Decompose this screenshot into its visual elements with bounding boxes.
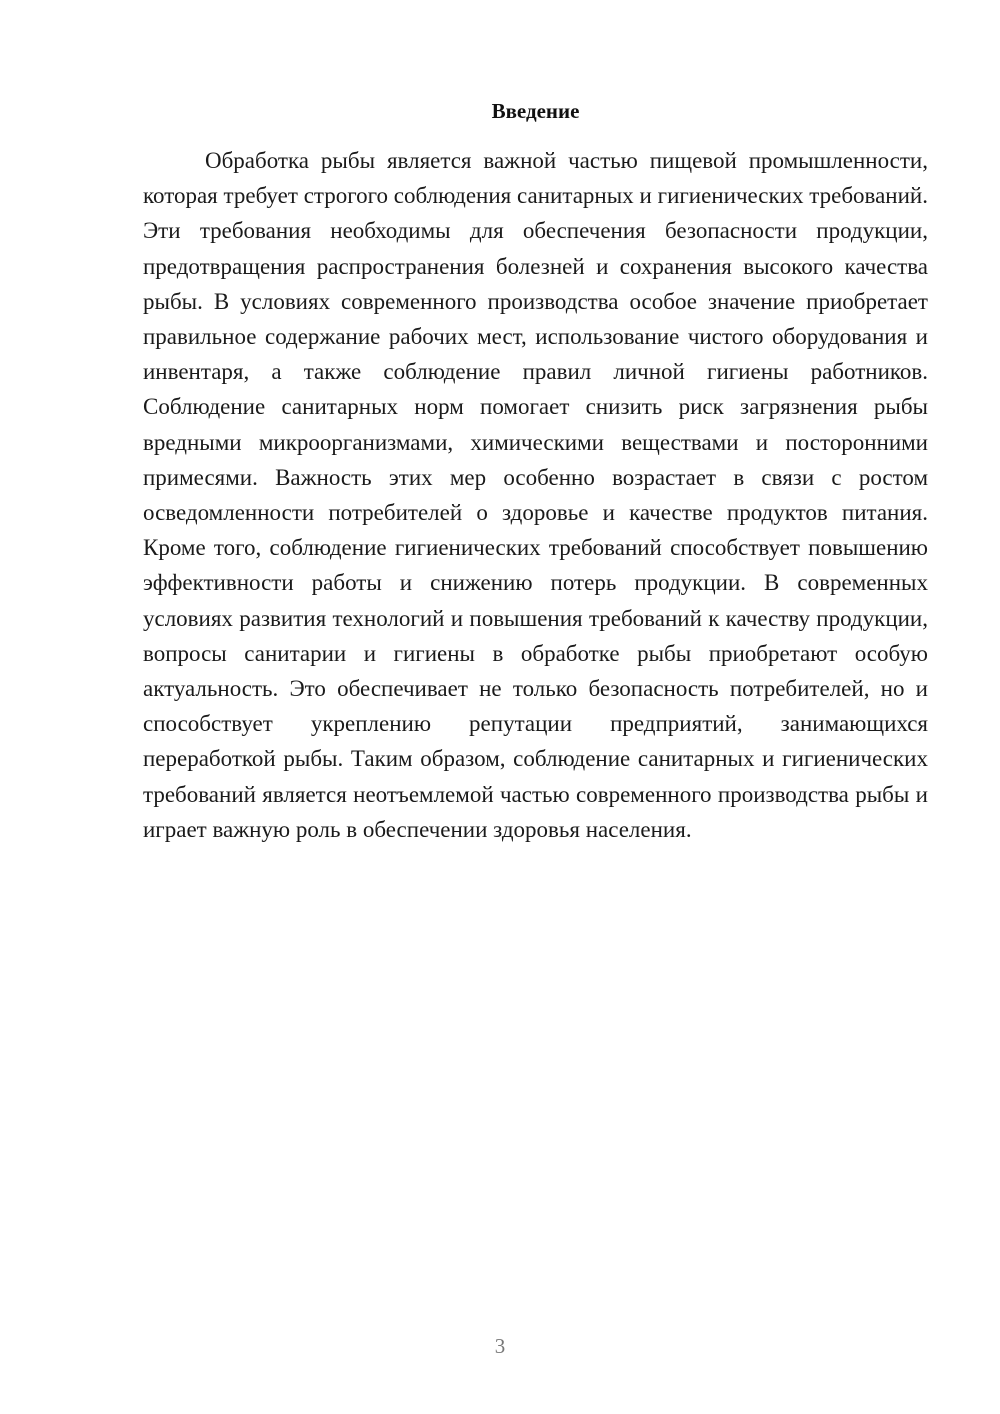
introduction-paragraph: Обработка рыбы является важной частью пищевой промышленности, которая требует строгого соблюдения санитарных и гигиенических требований. Эти требования необходимы для обеспечения безопасности продукции, предотвращения распространения болезней и сохранения высокого качества рыбы. В условиях современного производства особое значение приобретает правильное содержание рабочих мест, использование чистого оборудования и инвентаря, а также соблюдение правил личной гигиены работников. Соблюдение санитарных норм помогает снизить риск загрязнения рыбы вредными микроорганизмами, химическими веществами и посторонними примесями. Важность этих мер особенно возрастает в связи с ростом осведомленности потребителей о здоровье и качестве продуктов питания. Кроме того, соблюдение гигиенических требований способствует повышению эффективности работы и снижению потерь продукции. В современных условиях развития технологий и повышения требований к качеству продукции, вопросы санитарии и гигиены в обработке рыбы приобретают особую актуальность. Это обеспечивает не только безопасность потребителей, но и способствует укреплению репутации предприятий, занимающихся переработкой рыбы. Таким образом, соблюдение санитарных и гигиенических требований является неотъемлемой частью современного производства рыбы и играет важную роль в обеспечении здоровья населения. (143, 148, 928, 842)
page-number: 3 (494, 1334, 506, 1358)
section-heading: Введение (491, 99, 580, 123)
